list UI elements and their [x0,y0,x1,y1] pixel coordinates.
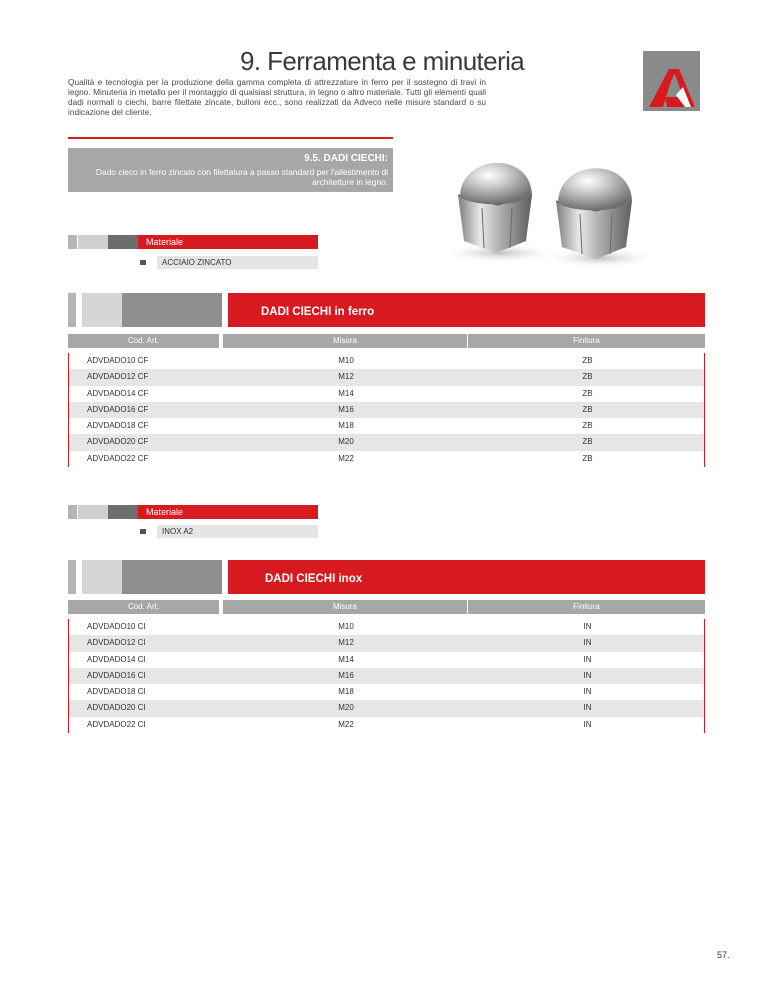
table-header [68,600,705,614]
cell-finish: IN [583,719,592,729]
bullet-icon [140,529,146,534]
cell-code: ADVDADO10 CF [87,356,149,365]
cell-code: ADVDADO22 CI [87,719,146,729]
cell-finish: ZB [582,437,593,447]
cell-size: M18 [338,421,354,431]
cell-code: ADVDADO16 CF [87,404,149,414]
cell-size: M16 [338,404,354,414]
bar-segment [68,235,77,249]
material-value: INOX A2 [157,525,318,538]
material-bar [68,505,318,519]
cell-finish: IN [583,670,592,680]
bar-segment [108,235,138,249]
bar-segment [82,293,122,327]
bullet-icon [140,260,146,265]
table-row [68,418,705,434]
cell-finish: IN [583,687,592,697]
cell-size: M14 [338,388,354,398]
cell-code: ADVDADO20 CI [87,703,146,713]
column-header: Cod. Art. [68,600,219,614]
cell-finish: ZB [582,372,593,382]
section-header [68,560,705,594]
cell-finish: ZB [582,404,593,414]
cell-finish: IN [583,638,592,648]
cell-finish: IN [583,654,592,664]
cell-size: M20 [338,703,354,713]
header-divider [68,137,393,139]
cell-code: ADVDADO12 CI [87,638,146,648]
cell-code: ADVDADO18 CF [87,421,149,431]
section-title: DADI CIECHI inox [228,560,705,594]
table-row [68,668,705,684]
table-row [68,619,705,635]
material-bar [68,235,318,249]
table-row [68,434,705,450]
bar-segment [78,235,108,249]
cell-code: ADVDADO12 CF [87,372,149,382]
bar-segment [122,560,222,594]
cell-size: M22 [338,453,354,463]
table-row [68,700,705,716]
cell-finish: IN [583,703,592,713]
cell-finish: ZB [582,356,593,365]
cell-size: M12 [338,638,354,648]
column-header: Misura [223,600,467,614]
table-row [68,635,705,651]
cap-nut-product-image [420,135,660,270]
cell-size: M14 [338,654,354,664]
bar-segment [68,293,76,327]
table-row [68,717,705,733]
section-header [68,293,705,327]
material-label: Materiale [138,235,318,249]
cell-finish: ZB [582,388,593,398]
cell-code: ADVDADO14 CF [87,388,149,398]
cell-size: M18 [338,687,354,697]
cell-code: ADVDADO10 CI [87,622,146,631]
table-row [68,353,705,369]
cell-code: ADVDADO16 CI [87,670,146,680]
bar-segment [68,560,76,594]
subsection-box [68,148,393,192]
cell-size: M10 [338,356,354,365]
cell-code: ADVDADO14 CI [87,654,146,664]
cell-finish: ZB [582,421,593,431]
page-number: 57. [717,950,730,960]
cell-code: ADVDADO18 CI [87,687,146,697]
material-value: ACCIAIO ZINCATO [157,256,318,269]
bar-segment [122,293,222,327]
subsection-description: Dado cieco in ferro zincato con filettatura a passo standard per l'allestimento di architetture in legno. [95,167,388,187]
cell-size: M20 [338,437,354,447]
table-row [68,386,705,402]
table-row [68,652,705,668]
column-header: Finitura [468,334,705,348]
table-row [68,369,705,385]
cell-finish: IN [583,622,592,631]
cell-code: ADVDADO20 CF [87,437,149,447]
column-header: Finitura [468,600,705,614]
cell-finish: ZB [582,453,593,463]
table-row [68,684,705,700]
table-header [68,334,705,348]
bar-segment [68,505,77,519]
column-header: Misura [223,334,467,348]
bar-segment [82,560,122,594]
subsection-title: 9.5. DADI CIECHI: [304,153,388,164]
cell-size: M16 [338,670,354,680]
product-table-inox [68,600,705,733]
cell-size: M12 [338,372,354,382]
adveco-logo-icon [643,51,700,111]
cell-size: M22 [338,719,354,729]
page-title: 9. Ferramenta e minuteria [240,46,525,76]
table-row [68,402,705,418]
material-label: Materiale [138,505,318,519]
table-row [68,451,705,467]
bar-segment [78,505,108,519]
bar-segment [108,505,138,519]
product-table-ferro [68,334,705,467]
cell-code: ADVDADO22 CF [87,453,149,463]
column-header: Cod. Art. [68,334,219,348]
section-title: DADI CIECHI in ferro [228,293,705,327]
intro-text: Qualità e tecnologia per la produzione della gamma completa di attrezzature in ferro per il sostegno di travi in legno. Minuteria in metallo per il montaggio di qualsiasi struttura, in legno o altro materiale. Tutti gli elementi quali dadi normali o ciechi, barre filettate zincate, bulloni ecc., sono realizzati da Adveco nelle misure standard o su indicazione del cliente. [68,77,486,117]
cell-size: M10 [338,622,354,631]
